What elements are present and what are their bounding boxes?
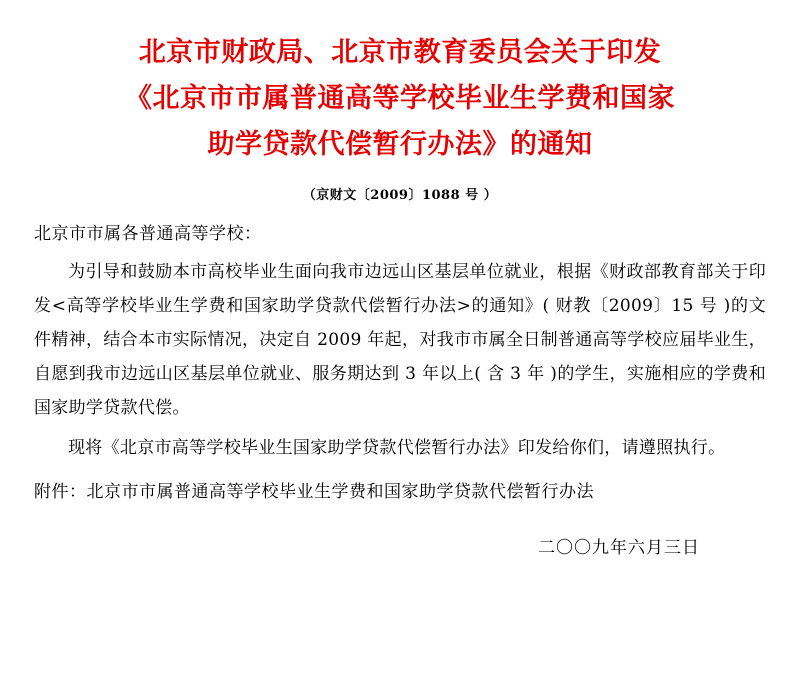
document-salutation: 北京市市属各普通高等学校： xyxy=(34,224,262,244)
document-title-line-3: 助学贷款代偿暂行办法》的通知 xyxy=(207,129,593,160)
document-paragraph-1: 为引导和鼓励本市高校毕业生面向我市边远山区基层单位就业，根据《财政部教育部关于印发<高等学校毕业生学费和国家助学贷款代偿暂行办法>的通知》( 财教〔2009〕15 号 )的文件精神，结合本市实际情况，决定自 2009 年起，对我市市属全日制普通高等学校应届毕业生，自愿到我市边远山区基层单位就业、服务期达到 3 年以上( 含 3 年 )的学生，实施相应的学费和国家助学贷款代偿。 xyxy=(34,262,766,418)
document-title xyxy=(34,0,766,168)
document-title-line-2: 《北京市市属普通高等学校毕业生学费和国家 xyxy=(125,83,675,114)
document-signature-date: 二〇〇九年六月三日 xyxy=(538,538,700,558)
document-number: （京财文〔2009〕1088 号 ） xyxy=(302,188,498,203)
document-paragraph-2: 现将《北京市高等学校毕业生国家助学贷款代偿暂行办法》印发给你们，请遵照执行。 xyxy=(68,438,726,458)
document-attachment: 附件：北京市市属普通高等学校毕业生学费和国家助学贷款代偿暂行办法 xyxy=(34,482,594,502)
document-title-line-1: 北京市财政局、北京市教育委员会关于印发 xyxy=(138,37,662,68)
